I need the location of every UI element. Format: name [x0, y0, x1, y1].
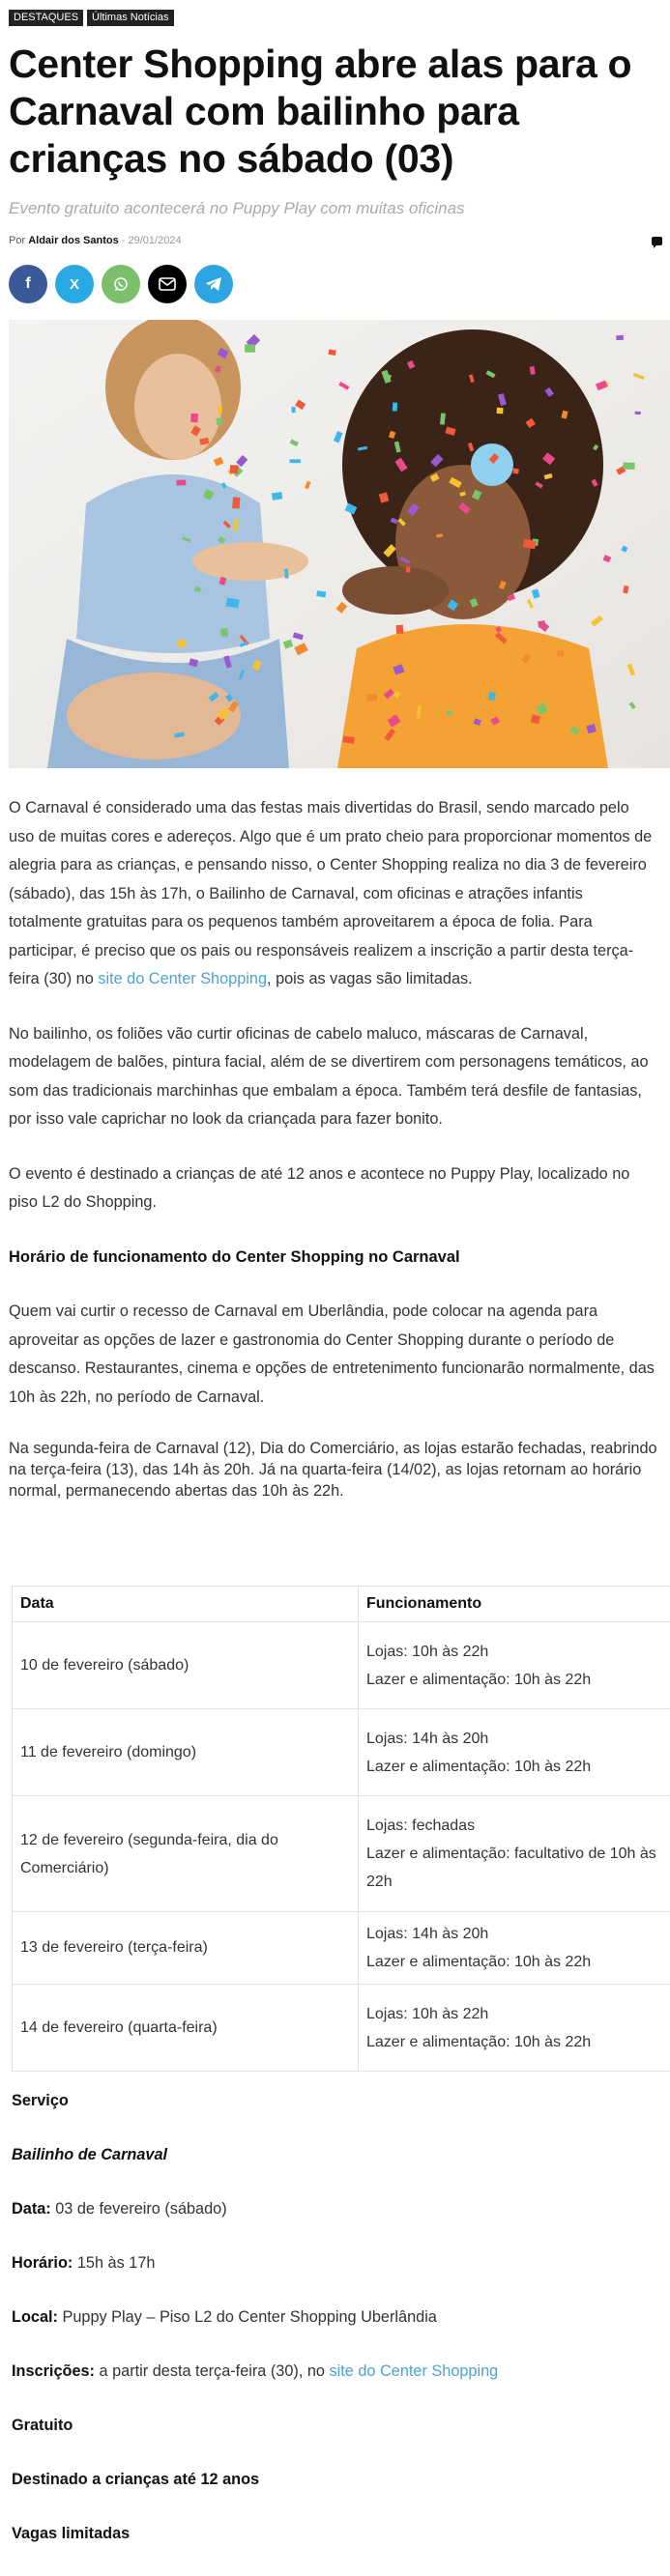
date-text: 12 de fevereiro (segunda-feira, dia do Comerciário): [20, 1826, 350, 1882]
text-line: normal, permanecendo abertas das 10h às 22h.: [9, 1482, 344, 1500]
table-row: [13, 1709, 670, 1796]
article-body: [9, 794, 670, 1528]
service-title: [12, 2089, 669, 2143]
confetti-piece: [216, 417, 222, 425]
date-value: 03 de fevereiro (sábado): [51, 2200, 227, 2218]
confetti-piece: [406, 566, 411, 572]
paragraph-event-audience: [9, 1160, 670, 1217]
confetti-piece: [232, 497, 240, 508]
text-line: som das tradicionais marchinhas que embalam a época. Também terá desfile de fantasias,: [9, 1082, 642, 1100]
place-label: Local:: [12, 2308, 58, 2326]
event-name-text: Bailinho de Carnaval: [12, 2146, 167, 2163]
facebook-icon: f: [25, 275, 30, 293]
confetti-piece: [497, 408, 504, 415]
text-line: , pois as vagas são limitadas.: [267, 970, 473, 987]
article-meta: [9, 235, 666, 246]
share-buttons: [9, 265, 233, 303]
text-line: 10h às 22h, no período de Carnaval.: [9, 1388, 264, 1406]
email-share-button[interactable]: [148, 265, 187, 303]
article-title: Center Shopping abre alas para o Carnaval com bailinho para crianças no sábado (03): [9, 41, 666, 183]
confetti-piece: [557, 650, 564, 656]
email-icon: [159, 277, 176, 291]
confetti-piece: [635, 412, 641, 415]
paragraph-intro: [9, 794, 670, 994]
table-row: [13, 1622, 670, 1709]
confetti-piece: [488, 692, 496, 701]
service-free: [12, 2414, 669, 2468]
signup-label: Inscrições:: [12, 2362, 95, 2380]
hours-line: Lazer e alimentação: 10h às 22h: [366, 1753, 670, 1781]
table-row: [13, 1985, 670, 2072]
service-event-name: [12, 2143, 669, 2197]
carnival-photo: [9, 320, 670, 768]
confetti-piece: [396, 625, 404, 634]
service-title-text: Serviço: [12, 2092, 69, 2109]
text-line: Quem vai curtir o recesso de Carnaval em Uberlândia, pode colocar na agenda para: [9, 1302, 597, 1320]
confetti-piece: [328, 349, 335, 356]
table-cell-date: 11 de fevereiro (domingo): [13, 1709, 359, 1796]
comment-icon[interactable]: [652, 237, 662, 245]
text-line: na terça-feira (13), das 14h às 20h. Já na quarta-feira (14/02), as lojas retornam ao horário: [9, 1461, 641, 1478]
text-line: alegria para as crianças, e pensando nisso, o Center Shopping realiza no dia 3 de fevereiro: [9, 856, 647, 873]
text-line: feira (30) no: [9, 970, 98, 987]
hours-line: Lazer e alimentação: 10h às 22h: [366, 2028, 670, 2056]
table-cell-date: 10 de fevereiro (sábado): [13, 1622, 359, 1709]
table-cell-hours: [359, 1622, 670, 1709]
confetti-piece: [512, 469, 519, 474]
confetti-piece: [366, 694, 377, 701]
service-place: [12, 2305, 669, 2360]
free-text: Gratuito: [12, 2417, 73, 2434]
text-line: descanso. Restaurantes, cinema e opções de entretenimento funcionarão normalmente, das: [9, 1360, 655, 1377]
confetti-piece: [623, 463, 634, 470]
telegram-share-button[interactable]: [194, 265, 233, 303]
table-row: [13, 1796, 670, 1912]
hours-line: Lojas: 14h às 20h: [366, 1920, 670, 1948]
text-line: piso L2 do Shopping.: [9, 1193, 157, 1211]
hours-line: Lojas: fechadas: [366, 1812, 670, 1840]
table-cell-hours: [359, 1796, 670, 1912]
hero-image: [9, 320, 670, 768]
confetti-piece: [190, 414, 198, 422]
author-link[interactable]: Aldair dos Santos: [28, 235, 119, 246]
confetti-piece: [538, 620, 545, 628]
paragraph-bailinho: [9, 1020, 670, 1134]
hours-line: Lojas: 10h às 22h: [366, 2000, 670, 2028]
signup-value: a partir desta terça-feira (30), no: [95, 2362, 330, 2380]
text-line: por isso vale caprichar no look da criançada para fazer bonito.: [9, 1110, 443, 1128]
table-header-row: [13, 1587, 670, 1622]
confetti-piece: [290, 459, 301, 463]
section-heading: Horário de funcionamento do Center Shopping no Carnaval: [9, 1244, 670, 1273]
confetti-piece: [393, 403, 397, 412]
tag-ultimas-noticias[interactable]: Últimas Notícias: [87, 10, 173, 26]
hours-line: Lojas: 14h às 20h: [366, 1725, 670, 1753]
hours-line: Lazer e alimentação: 10h às 22h: [366, 1666, 670, 1694]
category-tags: [9, 10, 174, 26]
table-header: Data: [13, 1587, 359, 1622]
hours-table: [12, 1586, 670, 2072]
service-info: [12, 2089, 669, 2576]
table-header: Funcionamento: [359, 1587, 670, 1622]
service-signup: [12, 2360, 669, 2414]
text-line: aproveitar as opções de lazer e gastronomia do Center Shopping durante o período de: [9, 1331, 614, 1349]
service-time: [12, 2251, 669, 2305]
telegram-icon: [205, 276, 222, 292]
whatsapp-share-button[interactable]: [102, 265, 140, 303]
confetti-piece: [230, 465, 239, 473]
confetti-piece: [176, 479, 186, 485]
text-line: Na segunda-feira de Carnaval (12), Dia do Comerciário, as lojas estarão fechadas, reabrindo: [9, 1440, 657, 1457]
x-icon: X: [70, 276, 79, 293]
time-value: 15h às 17h: [73, 2254, 155, 2272]
x-share-button[interactable]: [55, 265, 94, 303]
confetti-piece: [447, 710, 452, 716]
hours-line: Lojas: 10h às 22h: [366, 1638, 670, 1666]
table-cell-date: [13, 1796, 359, 1912]
whatsapp-icon: [112, 275, 130, 293]
text-line: O Carnaval é considerado uma das festas mais divertidas do Brasil, sendo marcado pelo: [9, 799, 629, 816]
article-subtitle: Evento gratuito acontecerá no Puppy Play com muitas oficinas: [9, 199, 465, 218]
table-cell-date: 13 de fevereiro (terça-feira): [13, 1912, 359, 1985]
text-line: uso de muitas cores e adereços. Algo que é um prato cheio para proporcionar momentos de: [9, 828, 652, 845]
audience-text: Destinado a crianças até 12 anos: [12, 2471, 259, 2488]
publish-date: 29/01/2024: [129, 235, 182, 246]
time-label: Horário:: [12, 2254, 73, 2272]
text-line: modelagem de balões, pintura facial, além de se divertirem com personagens temáticos, ao: [9, 1053, 649, 1071]
text-line: No bailinho, os foliões vão curtir oficinas de cabelo maluco, máscaras de Carnaval,: [9, 1025, 588, 1043]
tag-destaques[interactable]: DESTAQUES: [9, 10, 83, 26]
table-cell-hours: [359, 1912, 670, 1985]
meta-separator: -: [122, 235, 126, 246]
by-label: Por: [9, 235, 25, 246]
paragraph-hours: [9, 1298, 670, 1412]
place-value: Puppy Play – Piso L2 do Center Shopping Uberlândia: [58, 2308, 437, 2326]
text-line: (sábado), das 15h às 17h, o Bailinho de Carnaval, com oficinas e atrações infantis: [9, 885, 583, 902]
date-label: Data:: [12, 2200, 51, 2218]
text-line: participar, é preciso que os pais ou responsáveis realizem a inscrição a partir desta terça-: [9, 942, 633, 959]
service-date: [12, 2197, 669, 2251]
hours-line: Lazer e alimentação: facultativo de 10h às 22h: [366, 1840, 670, 1896]
hours-line: Lazer e alimentação: 10h às 22h: [366, 1948, 670, 1976]
confetti-piece: [272, 492, 282, 501]
service-audience: [12, 2468, 669, 2522]
confetti-piece: [245, 344, 255, 352]
confetti-piece: [218, 405, 222, 414]
limited-text: Vagas limitadas: [12, 2525, 130, 2542]
table-row: [13, 1912, 670, 1985]
facebook-share-button[interactable]: [9, 265, 47, 303]
confetti-piece: [291, 407, 295, 413]
table-cell-hours: [359, 1709, 670, 1796]
text-line: O evento é destinado a crianças de até 12 anos e acontece no Puppy Play, localizado no: [9, 1165, 629, 1183]
confetti-piece: [616, 335, 624, 340]
confetti-piece: [220, 628, 228, 637]
signup-link[interactable]: site do Center Shopping: [330, 2362, 499, 2380]
text-line: totalmente gratuitas para os pequenos também aproveitarem a época de folia. Para: [9, 913, 593, 930]
confetti-piece: [436, 533, 443, 537]
paragraph-holiday: [9, 1438, 670, 1502]
table-cell-date: 14 de fevereiro (quarta-feira): [13, 1985, 359, 2072]
center-shopping-link[interactable]: site do Center Shopping: [98, 970, 267, 987]
table-cell-hours: [359, 1985, 670, 2072]
